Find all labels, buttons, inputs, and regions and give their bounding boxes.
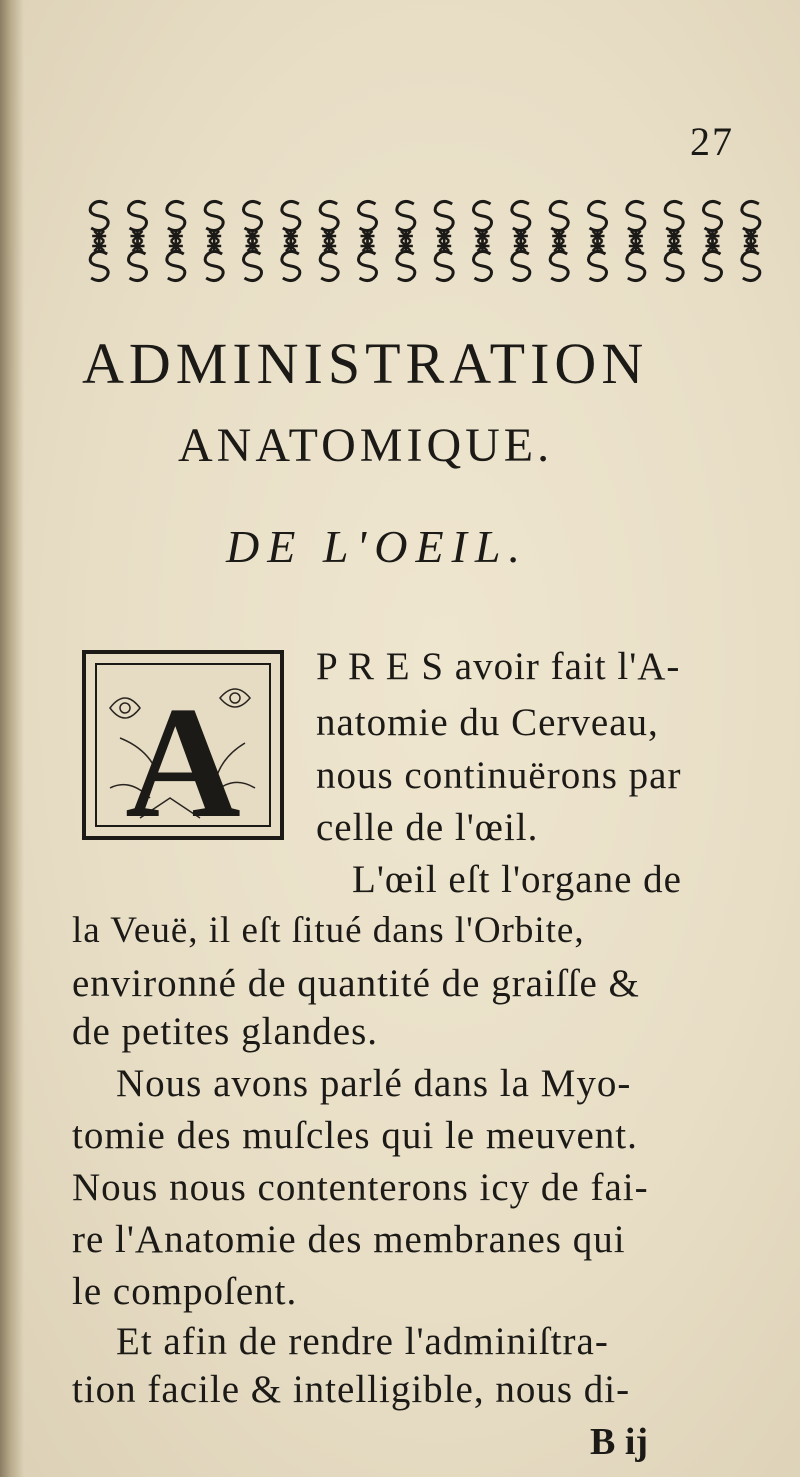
ornament-asterisk [437,239,451,253]
text-line: Et afin de rendre l'adminiſtra- [116,1320,609,1363]
ornament-scroll [320,251,338,280]
ornament-scroll [665,201,683,230]
text-line: L'œil eſt l'organe de [352,858,682,901]
ornament-scroll [512,201,530,230]
ornament-scroll [359,251,377,280]
ornament-scroll [742,201,760,230]
ornament-asterisk [667,239,681,253]
page-title-line2: ANATOMIQUE. [178,419,554,472]
ornament-scroll [205,251,223,280]
text-line: tomie des muſcles qui le meuvent. [72,1114,638,1157]
ornament-asterisk [361,239,375,253]
ornament-asterisk [322,239,336,253]
ornament-scroll [167,251,185,280]
page-title: ADMINISTRATION [82,331,649,396]
ornament-scroll [665,251,683,280]
text-line: nous continuërons par [316,754,682,797]
ornament-asterisk [207,239,221,253]
ornament-scroll [129,201,147,230]
ornament-scroll [282,251,300,280]
ornament-scroll [550,201,568,230]
ornament-scroll [205,201,223,230]
signature-mark: B ij [590,1421,649,1463]
text-line: Nous avons parlé dans la Myo- [116,1062,632,1105]
ornament-scroll [742,251,760,280]
ornament-scroll [704,251,722,280]
ornament-scroll [397,201,415,230]
text-line: la Veuë, il eſt ſitué dans l'Orbite, [72,910,585,951]
ornament-asterisk [476,239,490,253]
ornament-asterisk [706,239,720,253]
text-line: re l'Anatomie des membranes qui [72,1218,626,1261]
ornament-asterisk [629,239,643,253]
ornament-scroll [435,201,453,230]
ornament-asterisk [131,239,145,253]
ornament-scroll [397,251,415,280]
drop-cap [80,648,286,848]
text-line: natomie du Cerveau, [316,701,659,744]
page-number: 27 [690,119,734,164]
ornament-asterisk [744,239,758,253]
ornament-asterisk [284,239,298,253]
ornament-asterisk [591,239,605,253]
ornament-scroll [90,251,108,280]
ornament-asterisk [246,239,260,253]
ornament-scroll [589,251,607,280]
text-line: de petites glandes. [72,1010,378,1053]
section-subtitle: DE L'OEIL. [226,521,528,572]
ornament-scroll [627,251,645,280]
ornament-scroll [474,201,492,230]
ornament-scroll [320,201,338,230]
ornament-scroll [167,201,185,230]
ornament-scroll [359,201,377,230]
ornament-scroll [435,251,453,280]
ornament-asterisk [92,239,106,253]
drop-cap-letter: A [125,673,241,848]
ornament-scroll [589,201,607,230]
ornament-asterisk [169,239,183,253]
ornament-scroll [282,201,300,230]
ornament-asterisk [399,239,413,253]
ornament-scroll [627,201,645,230]
ornament-asterisk [552,239,566,253]
ornament-scroll [474,251,492,280]
ornament-scroll [704,201,722,230]
ornament-scroll [244,251,262,280]
text-line: Nous nous contenterons icy de fai- [72,1166,649,1209]
text-line: le compoſent. [72,1270,298,1313]
text-line: P R E S avoir fait l'A- [316,645,681,688]
text-line: celle de l'œil. [316,806,539,849]
binding-gutter [0,0,24,1477]
text-line: tion facile & intelligible, nous di- [72,1368,631,1411]
ornament-scroll [550,251,568,280]
ornament-scroll [129,251,147,280]
ornamental-border [80,192,770,292]
ornament-scroll [512,251,530,280]
text-line: environné de quantité de graiſſe & [72,962,640,1005]
ornament-scroll [90,201,108,230]
ornament-asterisk [514,239,528,253]
ornament-scroll [244,201,262,230]
